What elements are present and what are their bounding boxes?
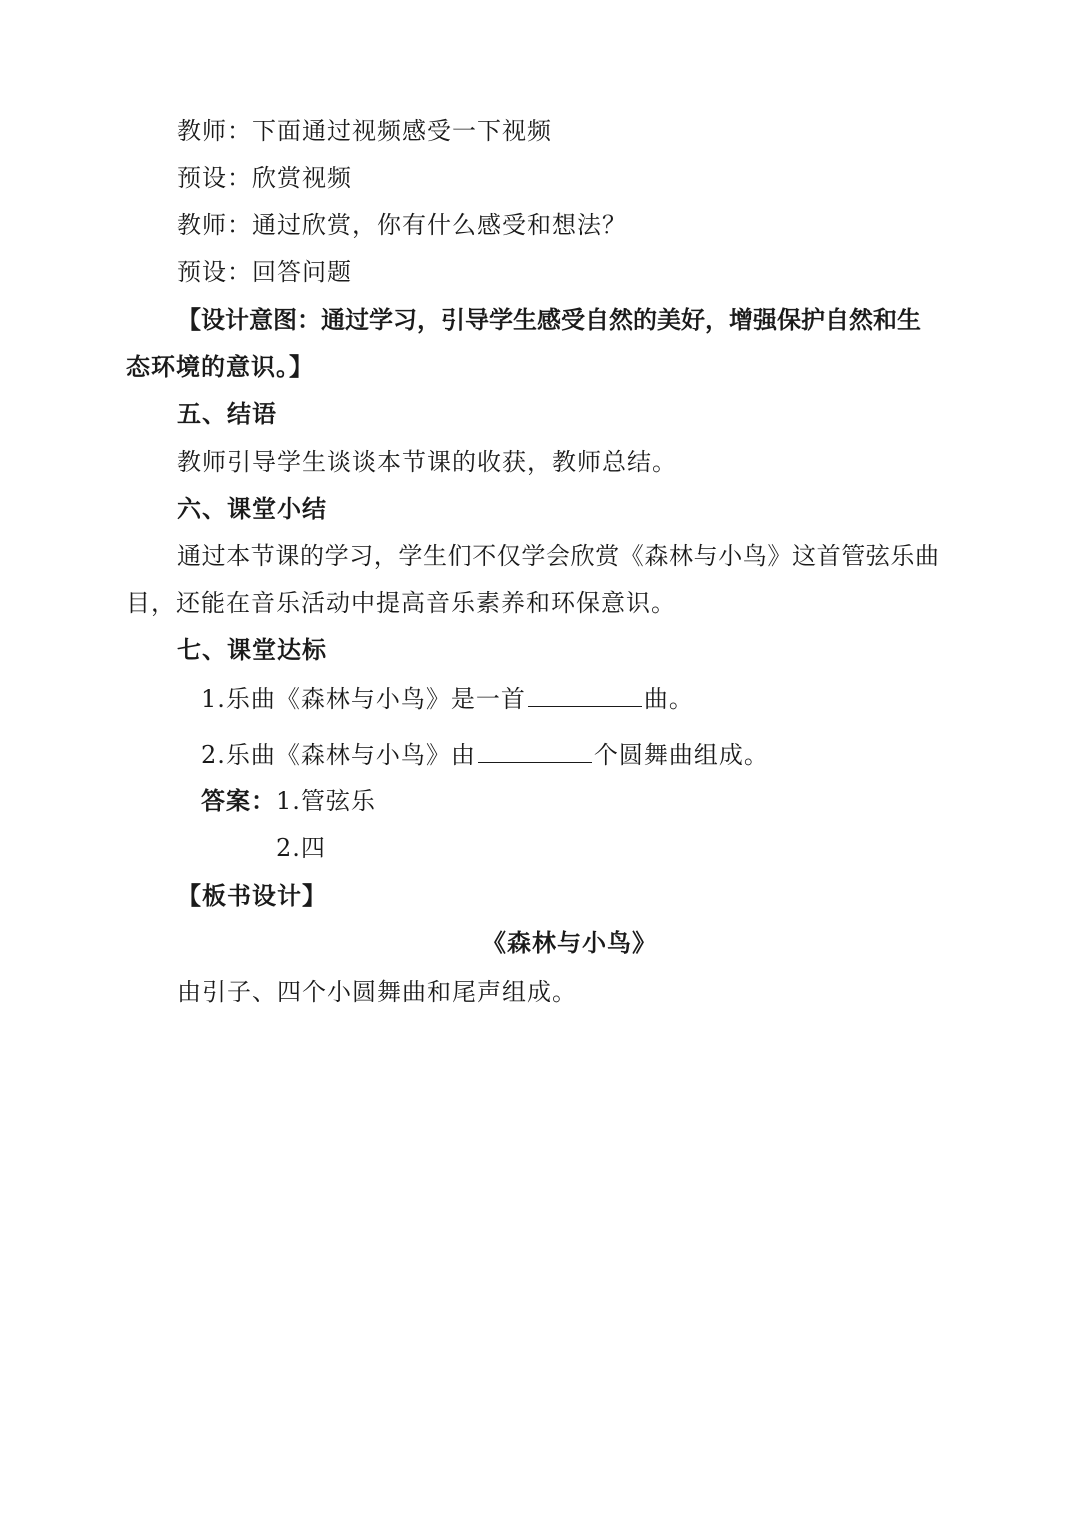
question-1-text: 1.乐曲《森林与小鸟》是一首 — [201, 685, 526, 713]
answer-2: 2.四 — [276, 834, 326, 862]
board-design-title: 《森林与小鸟》 — [482, 928, 657, 957]
board-design-heading: 【板书设计】 — [177, 882, 327, 910]
preset-line-2: 预设：回答问题 — [177, 258, 352, 286]
question-1-suffix: 曲。 — [643, 685, 694, 713]
design-intent-line-2: 态环境的意识。】 — [126, 353, 314, 381]
design-intent-line-1: 【设计意图：通过学习，引导学生感受自然的美好，增强保护自然和生 — [177, 306, 921, 334]
section-7-heading: 七、课堂达标 — [177, 636, 327, 664]
section-6-text-line-2: 目，还能在音乐活动中提高音乐素养和环保意识。 — [126, 589, 676, 617]
preset-line-1: 预设：欣赏视频 — [177, 164, 352, 192]
teacher-line-1: 教师：下面通过视频感受一下视频 — [177, 117, 552, 145]
question-2-suffix: 个圆舞曲组成。 — [593, 741, 769, 769]
exercise-question-1 — [201, 682, 694, 715]
section-5-heading: 五、结语 — [177, 400, 277, 428]
section-5-text: 教师引导学生谈谈本节课的收获，教师总结。 — [177, 448, 677, 476]
answer-label: 答案： — [201, 787, 276, 815]
answer-1: 1.管弦乐 — [276, 787, 376, 815]
question-2-text: 2.乐曲《森林与小鸟》由 — [201, 741, 476, 769]
question-1-blank — [528, 682, 642, 707]
exercise-question-2 — [201, 738, 769, 771]
teacher-line-2: 教师：通过欣赏，你有什么感受和想法？ — [177, 211, 627, 239]
answer-line-1 — [201, 785, 376, 817]
board-design-text: 由引子、四个小圆舞曲和尾声组成。 — [177, 978, 577, 1006]
section-6-text-line-1: 通过本节课的学习，学生们不仅学会欣赏《森林与小鸟》这首管弦乐曲 — [177, 542, 940, 570]
question-2-blank — [478, 738, 592, 763]
section-6-heading: 六、课堂小结 — [177, 495, 327, 523]
